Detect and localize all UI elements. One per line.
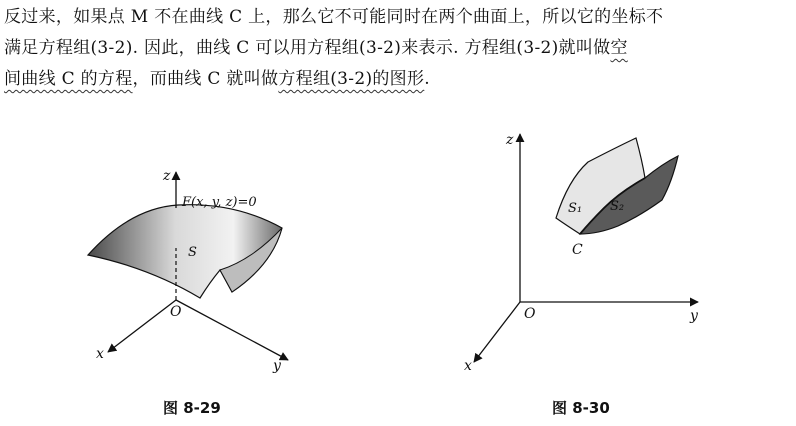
figure-8-29-caption: 图 8-29 <box>163 399 221 417</box>
origin-label: O <box>170 304 182 320</box>
paragraph-line-3-end: . <box>424 69 431 89</box>
curve-label: C <box>572 242 583 258</box>
term-system-graph: 方程组(3-2)的图形 <box>278 69 425 89</box>
x-axis-label: x <box>96 346 104 362</box>
x-axis-label: x <box>464 358 472 374</box>
figure-8-29-drawing <box>60 160 330 380</box>
z-axis-label: z <box>163 168 171 184</box>
y-axis-label: y <box>273 358 281 374</box>
paragraph-line-1: 反过来，如果点 M 不在曲线 C 上，那么它不可能同时在两个曲面上，所以它的坐标不 <box>4 7 664 27</box>
figure-8-29 <box>60 160 330 380</box>
body-paragraph <box>4 2 794 95</box>
surface-s <box>88 205 282 298</box>
surface-label: S <box>188 245 197 260</box>
paragraph-line-2 <box>4 33 794 64</box>
term-curve-equation: 间曲线 C 的方程 <box>4 69 133 89</box>
x-axis <box>474 302 520 362</box>
figure-8-30-drawing <box>440 130 730 380</box>
term-space-start: 空 <box>610 38 628 58</box>
z-axis-label: z <box>506 132 514 148</box>
surface1-label: S₁ <box>568 201 583 216</box>
equation-label: F(x, y, z)=0 <box>182 195 257 210</box>
y-axis <box>176 300 288 360</box>
surface2-label: S₂ <box>610 199 625 214</box>
figure-8-30 <box>440 130 730 380</box>
figure-8-30-caption: 图 8-30 <box>552 399 610 417</box>
paragraph-line-2-text: 满足方程组(3-2). 因此，曲线 C 可以用方程组(3-2)来表示. 方程组(3-2)就叫做 <box>4 38 611 58</box>
y-axis-label: y <box>690 308 698 324</box>
paragraph-line-3 <box>4 64 794 95</box>
paragraph-line-3-text: ，而曲线 C 就叫做 <box>132 69 279 89</box>
x-axis <box>108 300 176 352</box>
origin-label: O <box>524 306 536 322</box>
